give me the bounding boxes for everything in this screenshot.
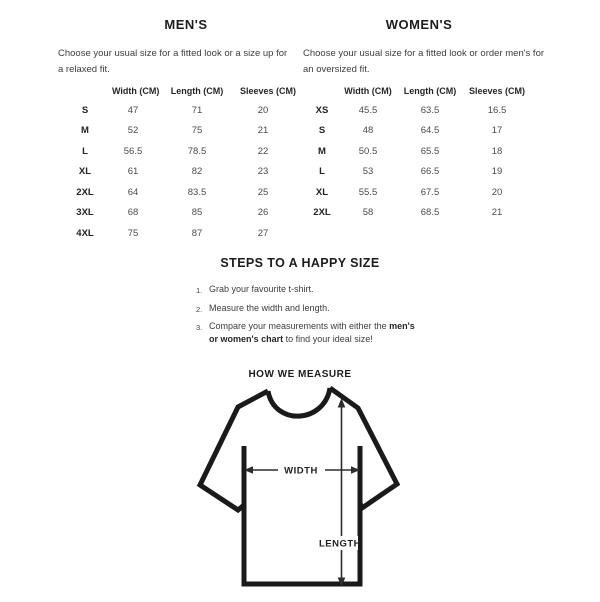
column-header-sleeves: Sleeves (CM) <box>240 86 297 96</box>
width-value: 58 <box>362 207 374 219</box>
how-we-measure-title: HOW WE MEASURE <box>248 369 352 380</box>
size-label: 2XL <box>76 186 94 198</box>
length-value: 75 <box>191 125 203 137</box>
length-value: 68.5 <box>420 207 440 219</box>
size-label: XS <box>315 104 329 116</box>
table-row <box>58 100 290 121</box>
width-label: WIDTH <box>284 465 318 477</box>
width-value: 68 <box>127 207 139 219</box>
length-label: LENGTH <box>318 538 362 550</box>
mens-description: Choose your usual size for a fitted look or a size up for a relaxed fit. <box>58 48 288 75</box>
mens-size-chart-section <box>58 17 297 244</box>
womens-size-chart-section <box>303 17 545 223</box>
womens-size-table <box>303 82 535 223</box>
sleeves-value: 18 <box>491 145 503 157</box>
sleeves-value: 22 <box>257 145 269 157</box>
column-header-length: Length (CM) <box>403 86 457 96</box>
column-header-width: Width (CM) <box>112 86 160 96</box>
table-row <box>58 203 290 224</box>
step-number: 1. <box>196 286 203 295</box>
step-text-pre: Compare your measurements with either the <box>209 321 390 331</box>
size-label: L <box>319 166 325 178</box>
size-label: M <box>81 125 89 137</box>
width-value: 48 <box>362 125 374 137</box>
steps-list <box>196 283 425 351</box>
steps-title: STEPS TO A HAPPY SIZE <box>220 256 380 270</box>
table-row <box>58 162 290 183</box>
length-value: 71 <box>191 104 203 116</box>
step-number: 3. <box>196 323 203 332</box>
step-text <box>209 320 425 346</box>
size-label: S <box>81 104 89 116</box>
table-row <box>303 203 535 224</box>
width-value: 56.5 <box>123 145 143 157</box>
sleeves-value: 16.5 <box>487 104 507 116</box>
length-value: 82 <box>191 166 203 178</box>
sleeves-value: 20 <box>257 104 269 116</box>
tshirt-measure-diagram <box>185 386 415 602</box>
size-label: 4XL <box>76 227 94 239</box>
width-value: 61 <box>127 166 139 178</box>
table-header-row <box>58 82 297 100</box>
length-value: 83.5 <box>187 186 207 198</box>
sleeves-value: 26 <box>257 207 269 219</box>
width-value: 50.5 <box>358 145 378 157</box>
width-value: 45.5 <box>358 104 378 116</box>
length-value: 63.5 <box>420 104 440 116</box>
sleeves-value: 20 <box>491 186 503 198</box>
table-row <box>58 182 290 203</box>
width-value: 55.5 <box>358 186 378 198</box>
table-row <box>58 141 290 162</box>
step-item <box>196 283 425 297</box>
width-value: 52 <box>127 125 139 137</box>
length-value: 85 <box>191 207 203 219</box>
length-value: 87 <box>191 227 203 239</box>
length-value: 67.5 <box>420 186 440 198</box>
length-value: 64.5 <box>420 125 440 137</box>
sleeves-value: 21 <box>257 125 269 137</box>
width-value: 64 <box>127 186 139 198</box>
tshirt-left-sleeve <box>200 391 268 510</box>
table-row <box>303 100 535 121</box>
table-row <box>303 162 535 183</box>
sleeves-value: 17 <box>491 125 503 137</box>
width-value: 75 <box>127 227 139 239</box>
table-row <box>58 121 290 142</box>
length-value: 65.5 <box>420 145 440 157</box>
step-text-bold: men's or women's chart <box>209 321 415 344</box>
size-label: XL <box>78 166 92 178</box>
length-value: 66.5 <box>420 166 440 178</box>
column-header-width: Width (CM) <box>344 86 392 96</box>
womens-description: Choose your usual size for a fitted look or order men's for an oversized fit. <box>303 48 545 75</box>
size-label: 3XL <box>76 207 94 219</box>
table-row <box>303 182 535 203</box>
step-item <box>196 320 425 346</box>
width-value: 53 <box>362 166 374 178</box>
width-value: 47 <box>127 104 139 116</box>
size-label: L <box>82 145 88 157</box>
step-number: 2. <box>196 304 203 314</box>
table-row <box>303 141 535 162</box>
tshirt-neck-curve <box>268 388 330 416</box>
sleeves-value: 27 <box>257 227 269 239</box>
step-text-post: to find your ideal size! <box>283 334 373 344</box>
sleeves-value: 21 <box>491 207 503 219</box>
table-header-row <box>303 82 535 100</box>
sleeves-value: 25 <box>257 186 269 198</box>
column-header-length: Length (CM) <box>170 86 224 96</box>
sleeves-value: 23 <box>257 166 269 178</box>
step-text: Measure the width and length. <box>209 302 330 313</box>
size-label: XL <box>315 186 329 198</box>
length-arrow <box>338 398 346 587</box>
step-item <box>196 302 425 316</box>
sleeves-value: 19 <box>491 166 503 178</box>
mens-title: MEN'S <box>164 17 208 32</box>
table-row <box>303 121 535 142</box>
table-row <box>58 223 290 244</box>
size-label: 2XL <box>313 207 331 219</box>
mens-size-table <box>58 82 297 244</box>
length-value: 78.5 <box>187 145 207 157</box>
womens-title: WOMEN'S <box>385 17 453 32</box>
size-label: S <box>318 125 326 137</box>
step-text: Grab your favourite t-shirt. <box>209 284 314 294</box>
column-header-sleeves: Sleeves (CM) <box>468 86 526 96</box>
tshirt-outline <box>200 388 397 584</box>
size-label: M <box>318 145 326 157</box>
